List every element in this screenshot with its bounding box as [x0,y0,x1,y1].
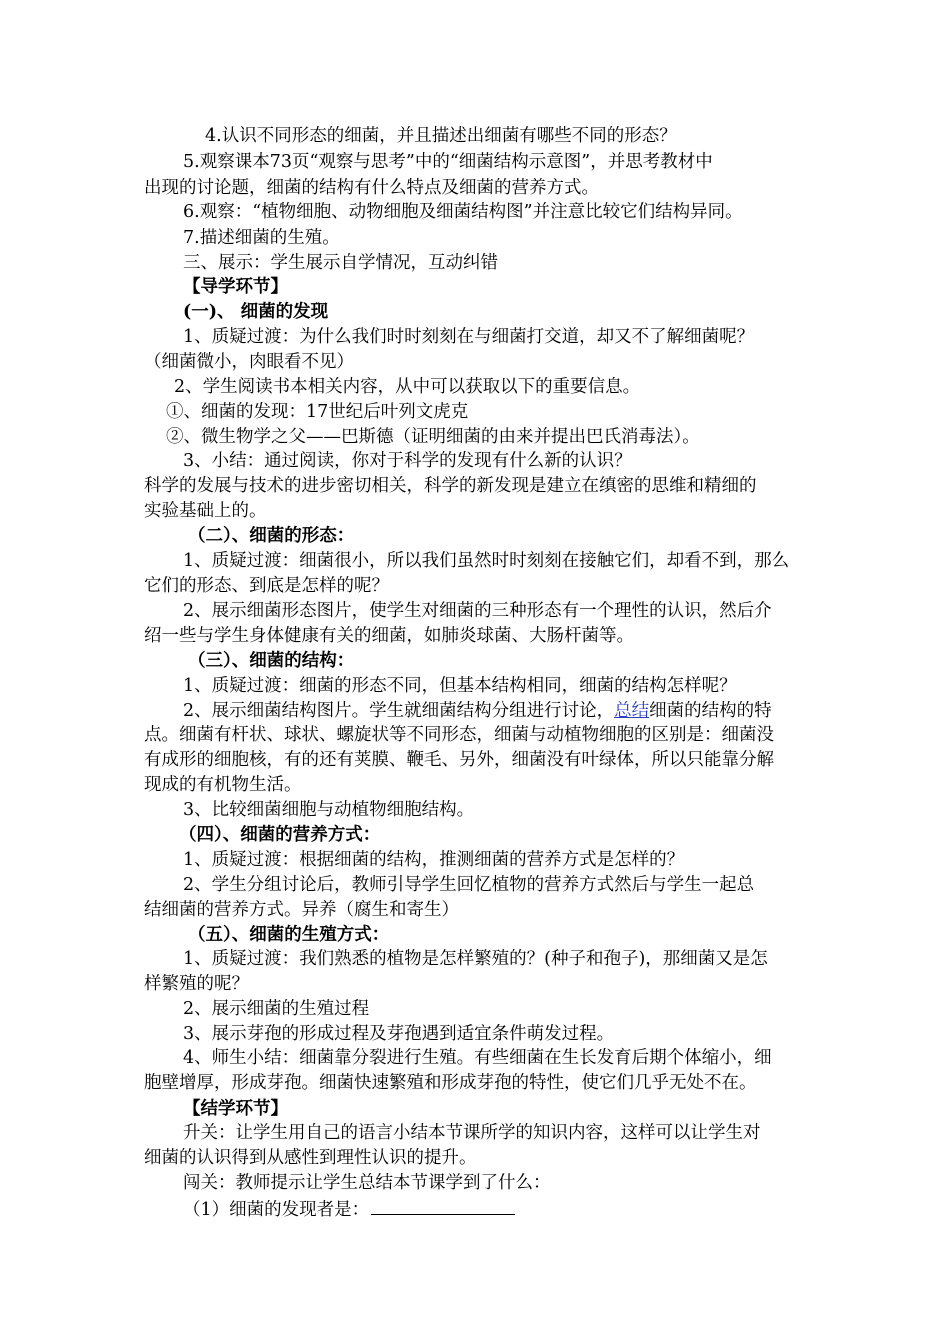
paragraph-line: 结细菌的营养方式。异养（腐生和寄生） [144,900,459,920]
paragraph-line: 4、师生小结：细菌靠分裂进行生殖。有些细菌在生长发育后期个体缩小，细 [183,1048,772,1068]
paragraph-line: （细菌微小，肉眼看不见） [144,352,354,372]
subsection-heading: （二）、细菌的形态： [188,526,355,546]
paragraph-line: 点。细菌有杆状、球状、螺旋状等不同形态，细菌与动植物细胞的区别是：细菌没 [144,725,774,745]
paragraph-line: 有成形的细胞核，有的还有荚膜、鞭毛、另外，细菌没有叶绿体，所以只能靠分解 [144,750,774,770]
section-heading: 【导学环节】 [183,277,288,297]
paragraph-line: 它们的形态、到底是怎样的呢？ [144,576,389,596]
paragraph-line: 闯关：教师提示让学生总结本节课学到了什么： [183,1173,551,1193]
subsection-heading: （四）、细菌的营养方式： [179,825,381,845]
paragraph-line: 样繁殖的呢？ [144,974,249,994]
paragraph-line: 1、质疑过渡：我们熟悉的植物是怎样繁殖的？(种子和孢子)，那细菌又是怎 [183,949,768,969]
paragraph-line: 1、质疑过渡：细菌很小，所以我们虽然时时刻刻在接触它们，却看不到，那么 [183,551,790,571]
paragraph-line: 6.观察：“植物细胞、动物细胞及细菌结构图”并注意比较它们结构异同。 [183,202,743,222]
subsection-heading: (一)、 细菌的发现 [183,302,329,322]
paragraph-line: 科学的发展与技术的进步密切相关，科学的新发现是建立在缜密的思维和精细的 [144,476,757,496]
paragraph-line: ②、微生物学之父——巴斯德（证明细菌的由来并提出巴氏消毒法）。 [166,427,700,447]
answer-blank[interactable] [371,1196,515,1215]
paragraph-line: 升关：让学生用自己的语言小结本节课所学的知识内容，这样可以让学生对 [183,1123,761,1143]
paragraph-line: 1、质疑过渡：细菌的形态不同，但基本结构相同，细菌的结构怎样呢？ [183,676,737,696]
paragraph-line: 三、展示：学生展示自学情况，互动纠错 [183,253,498,273]
paragraph-line: 4.认识不同形态的细菌，并且描述出细菌有哪些不同的形态？ [205,126,677,146]
paragraph-line: 实验基础上的。 [144,501,267,521]
paragraph-line: 2、展示细菌形态图片，使学生对细菌的三种形态有一个理性的认识，然后介 [183,601,772,621]
question-text: （1）细菌的发现者是： [183,1200,370,1220]
paragraph-line: 2、学生分组讨论后，教师引导学生回忆植物的营养方式然后与学生一起总 [183,875,755,895]
paragraph-text: 细菌的结构的特 [649,701,772,721]
paragraph-line: 3、小结：通过阅读，你对于科学的发现有什么新的认识？ [183,451,632,471]
paragraph-line: 3、比较细菌细胞与动植物细胞结构。 [183,800,475,820]
paragraph-line: 出现的讨论题，细菌的结构有什么特点及细菌的营养方式。 [144,178,599,198]
paragraph-line: 现成的有机物生活。 [144,775,302,795]
section-heading: 【结学环节】 [183,1099,288,1119]
paragraph-text: 2、展示细菌结构图片。学生就细菌结构分组进行讨论， [183,701,615,721]
paragraph-line [183,699,772,723]
paragraph-line: ①、细菌的发现：17世纪后叶列文虎克 [166,402,469,422]
paragraph-line: 1、质疑过渡：为什么我们时时刻刻在与细菌打交道，却又不了解细菌呢？ [183,327,755,347]
summary-link[interactable]: 总结 [614,701,650,721]
paragraph-line: 1、质疑过渡：根据细菌的结构，推测细菌的营养方式是怎样的？ [183,850,685,870]
paragraph-line: 细菌的认识得到从感性到理性认识的提升。 [144,1148,477,1168]
paragraph-line: 2、展示细菌的生殖过程 [183,999,370,1019]
subsection-heading: （五）、细菌的生殖方式： [188,925,390,945]
paragraph-line: 绍一些与学生身体健康有关的细菌，如肺炎球菌、大肠杆菌等。 [144,626,634,646]
paragraph-line: 胞壁增厚，形成芽孢。细菌快速繁殖和形成芽孢的特性，使它们几乎无处不在。 [144,1073,757,1093]
paragraph-line: 2、学生阅读书本相关内容，从中可以获取以下的重要信息。 [174,377,641,397]
paragraph-line: 5.观察课本73页“观察与思考”中的“细菌结构示意图”，并思考教材中 [183,152,713,172]
paragraph-line: 7.描述细菌的生殖。 [183,228,340,248]
paragraph-line: 3、展示芽孢的形成过程及芽孢遇到适宜条件萌发过程。 [183,1024,615,1044]
subsection-heading: （三）、细菌的结构： [188,651,355,671]
paragraph-line [183,1196,515,1220]
